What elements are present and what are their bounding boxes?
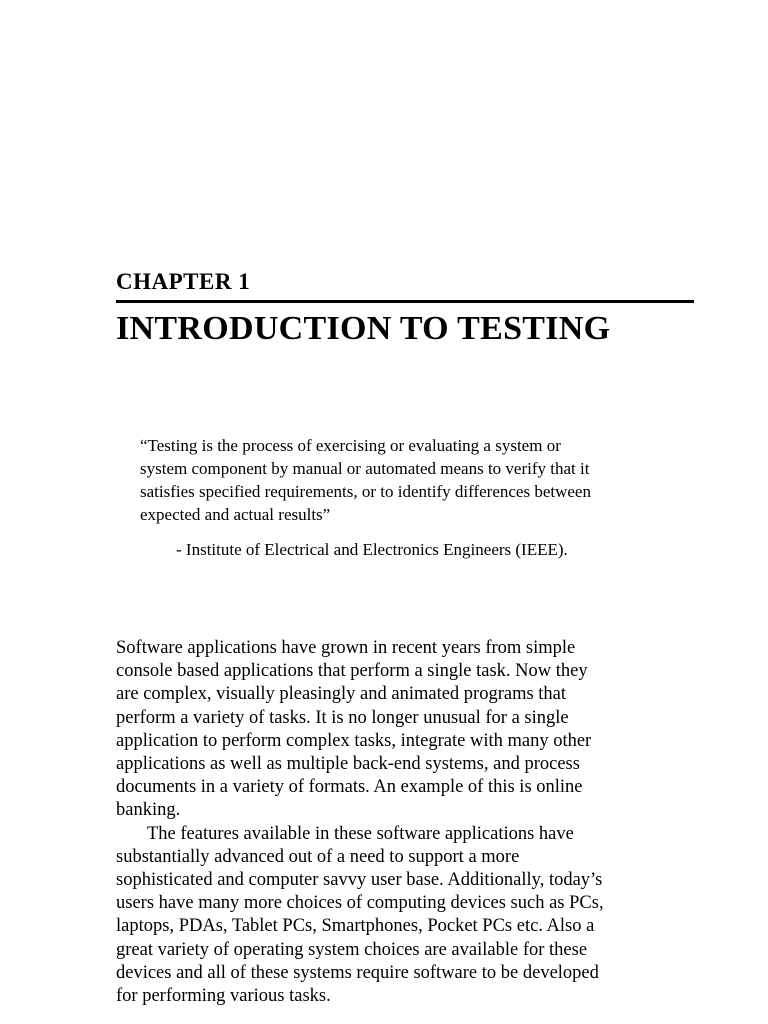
- paragraph-line: are complex, visually pleasingly and animated programs that: [116, 684, 567, 705]
- paragraph-1: [116, 637, 706, 823]
- chapter-divider: [116, 300, 694, 303]
- paragraph-line: great variety of operating system choices are available for these: [116, 939, 588, 960]
- paragraph-line: users have many more choices of computing devices such as PCs,: [116, 893, 604, 914]
- paragraph-line: substantially advanced out of a need to support a more: [116, 846, 520, 867]
- epigraph-attribution: - Institute of Electrical and Electronics Engineers (IEEE).: [176, 540, 568, 559]
- chapter-label: CHAPTER 1: [116, 269, 251, 294]
- epigraph-line: “Testing is the process of exercising or evaluating a system or: [140, 436, 561, 455]
- epigraph-line: expected and actual results”: [140, 505, 331, 524]
- paragraph-line: The features available in these software applications have: [147, 823, 574, 844]
- paragraph-line: perform a variety of tasks. It is no longer unusual for a single: [116, 707, 569, 728]
- body-text: [116, 637, 706, 1008]
- paragraph-line: application to perform complex tasks, integrate with many other: [116, 730, 592, 751]
- paragraph-line: sophisticated and computer savvy user base. Additionally, today’s: [116, 870, 603, 891]
- epigraph-line: satisfies specified requirements, or to identify differences between: [140, 482, 591, 501]
- paragraph-line: console based applications that perform a single task. Now they: [116, 661, 588, 682]
- paragraph-line: devices and all of these systems require software to be developed: [116, 962, 599, 983]
- paragraph-line: Software applications have grown in recent years from simple: [116, 638, 576, 658]
- epigraph-quote: [140, 434, 700, 526]
- paragraph-line: documents in a variety of formats. An example of this is online: [116, 777, 583, 798]
- paragraph-2: [116, 823, 706, 1009]
- paragraph-line: laptops, PDAs, Tablet PCs, Smartphones, Pocket PCs etc. Also a: [116, 916, 595, 937]
- paragraph-line: applications as well as multiple back-end systems, and process: [116, 754, 580, 775]
- paragraph-line: for performing various tasks.: [116, 986, 331, 1007]
- paragraph-line: banking.: [116, 800, 181, 821]
- epigraph-line: system component by manual or automated means to verify that it: [140, 459, 590, 478]
- chapter-title: INTRODUCTION TO TESTING: [116, 310, 611, 347]
